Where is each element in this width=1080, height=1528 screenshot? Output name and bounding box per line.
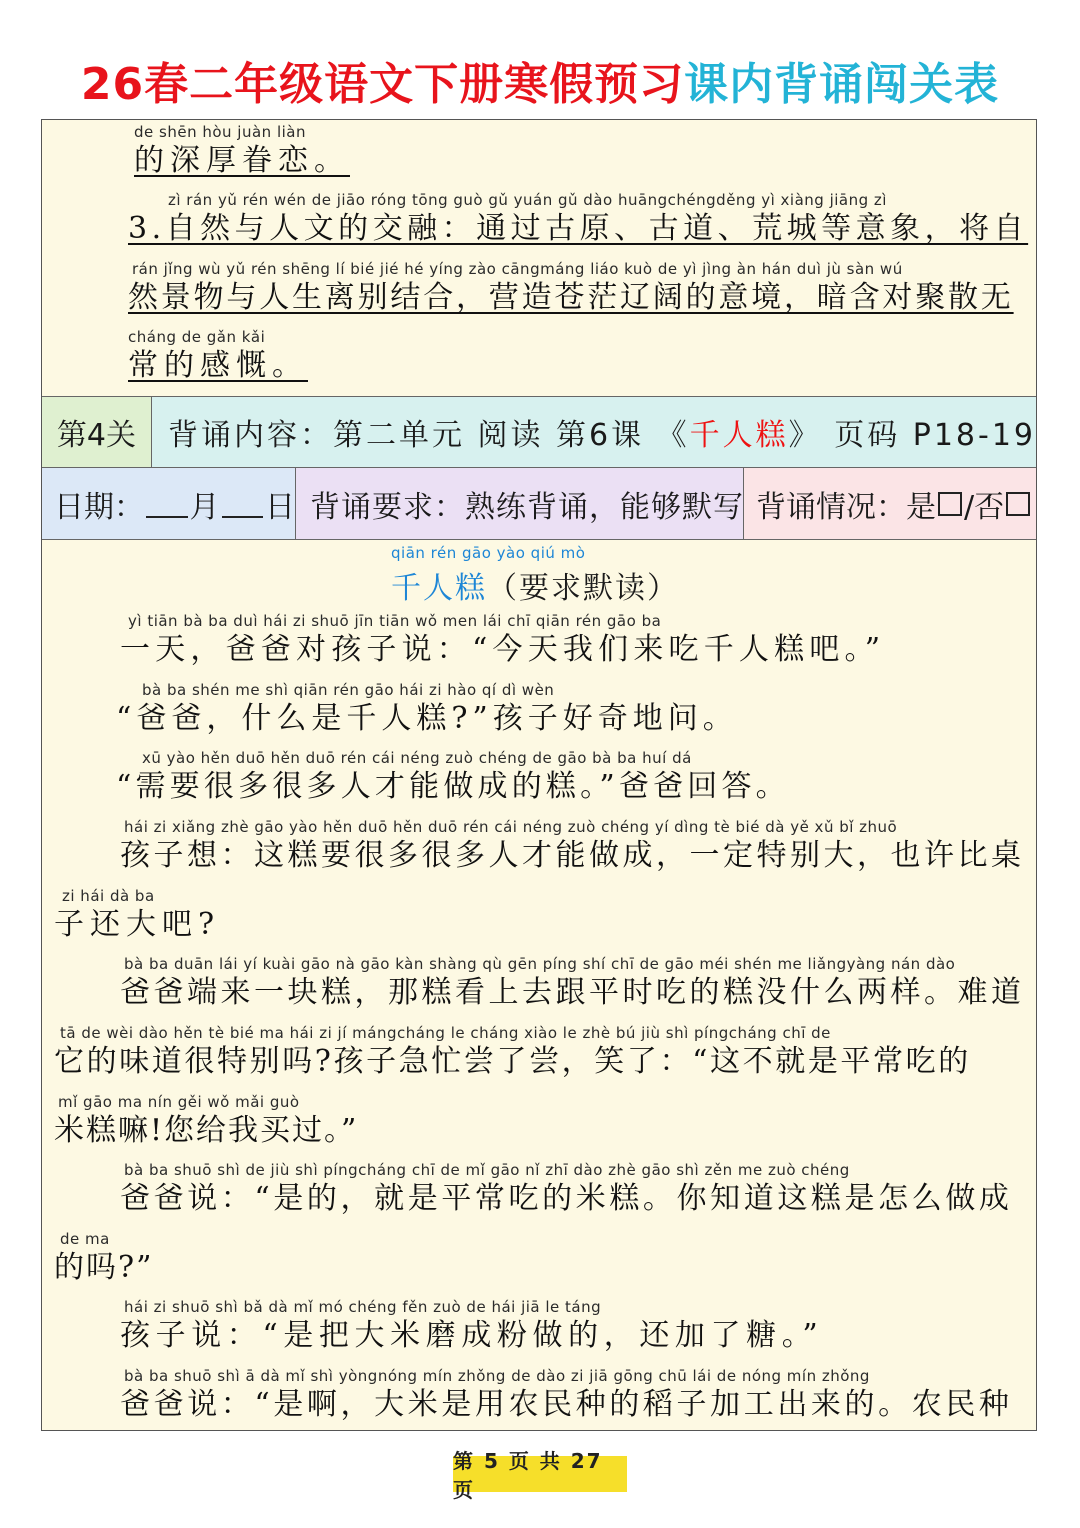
passage-line xyxy=(54,1092,358,1150)
day-blank[interactable] xyxy=(222,490,264,518)
pinyin-row: hái zi shuō shì bǎ dà mǐ mó chéng fěn zuò de hái jiā le táng xyxy=(124,1298,602,1316)
page-number: 第 5 页 共 27 页 xyxy=(453,1456,627,1492)
passage-line xyxy=(120,1297,823,1355)
day-label: 日 xyxy=(265,489,295,525)
hanzi-row: 孩子说：“是把大米磨成粉做的，还加了糖。” xyxy=(120,1318,824,1353)
pinyin-row: de shēn hòu juàn liàn xyxy=(134,123,306,141)
pinyin-row: yì tiān bà ba duì hái zi shuō jīn tiān wǒ men lái chī qiān rén gāo ba xyxy=(128,612,662,630)
pinyin-row: zi hái dà ba xyxy=(62,887,155,905)
hanzi-row: 子还大吧? xyxy=(54,907,221,942)
passage-line xyxy=(54,1229,153,1287)
pinyin-row: xū yào hěn duō hěn duō rén cái néng zuò chéng de gāo bà ba huí dá xyxy=(142,749,692,767)
title-pinyin: qiān rén gāo yào qiú mò xyxy=(391,544,586,562)
pinyin-row: cháng de gǎn kǎi xyxy=(128,328,266,346)
pinyin-row: de ma xyxy=(60,1230,110,1248)
hanzi-row: 爸爸说：“是啊，大米是用农民种的稻子加工出来的。农民种 xyxy=(120,1387,1013,1422)
hanzi-row: 然景物与人生离别结合，营造苍茫辽阔的意境，暗含对聚散无 xyxy=(128,280,1014,315)
pinyin-row: zì rán yǔ rén wén de jiāo róng tōng guò gǔ yuán gǔ dào huāngchéngděng yì xiàng jiāng zì xyxy=(168,191,887,209)
level-label: 第4关 xyxy=(42,397,152,467)
pinyin-row: rán jǐng wù yǔ rén shēng lí bié jié hé yíng zào cāngmáng liáo kuò de yì jìng àn hán duì jù sàn wú xyxy=(132,260,903,278)
status-cell xyxy=(744,468,1036,539)
pinyin-row: hái zi xiǎng zhè gāo yào hěn duō hěn duō rén cái néng zuò chéng yí dìng tè bié dà yě xǔ bǐ zhuō xyxy=(124,818,898,836)
requirement-cell: 背诵要求：熟练背诵，能够默写 xyxy=(296,468,744,539)
no-checkbox[interactable] xyxy=(1006,492,1030,516)
pinyin-row: bà ba shuō shì de jiù shì píngcháng chī de mǐ gāo nǐ zhī dào zhè gāo shì zěn me zuò chéng xyxy=(124,1161,850,1179)
month-blank[interactable] xyxy=(146,490,188,518)
title-part-preview: 寒假预习 xyxy=(504,59,685,110)
info-row xyxy=(42,468,1036,540)
passage-line xyxy=(120,817,1025,875)
page-title xyxy=(0,48,1080,112)
hanzi-row: “需要很多很多人才能做成的糕。”爸爸回答。 xyxy=(116,769,790,804)
pinyin-row: bà ba duān lái yí kuài gāo nà gāo kàn shàng qù gēn píng shí chī de gāo méi shén me liǎngyàng nán dào xyxy=(124,955,956,973)
yes-checkbox[interactable] xyxy=(938,492,962,516)
notes-line-4 xyxy=(128,327,308,385)
passage-area xyxy=(42,540,1036,1430)
hanzi-row: 爸爸说：“是的，就是平常吃的米糕。你知道这糕是怎么做成 xyxy=(120,1181,1013,1216)
passage-line xyxy=(116,680,738,738)
passage-line xyxy=(116,748,790,806)
month-label: 月 xyxy=(189,489,220,525)
notes-line-1 xyxy=(134,122,350,180)
hanzi-row: 一天，爸爸对孩子说：“今天我们来吃千人糕吧。” xyxy=(120,632,886,667)
hanzi-row: 常的感慨。 xyxy=(128,348,308,383)
pinyin-row: mǐ gāo ma nín gěi wǒ mǎi guò xyxy=(58,1093,300,1111)
hanzi-row: 它的味道很特别吗?孩子急忙尝了尝，笑了：“这不就是平常吃的 xyxy=(54,1044,971,1079)
hanzi-row: “爸爸，什么是千人糕?”孩子好奇地问。 xyxy=(116,701,738,736)
passage-line xyxy=(54,1023,971,1081)
title-part-grade: 26春二年级语文下册 xyxy=(80,59,505,110)
recite-content xyxy=(152,397,1036,467)
previous-lesson-notes xyxy=(42,120,1036,396)
passage-line xyxy=(54,886,220,944)
pinyin-row: tā de wèi dào hěn tè bié ma hái zi jí mángcháng le cháng xiào le zhè bú jiù shì píngcháng chī de xyxy=(60,1024,831,1042)
notes-line-3 xyxy=(128,259,1014,317)
date-cell xyxy=(42,468,296,539)
lesson-title: 千人糕 xyxy=(689,418,789,453)
pinyin-row: bà ba shén me shì qiān rén gāo hái zi hào qí dì wèn xyxy=(142,681,555,699)
passage-line xyxy=(120,1366,1013,1424)
recite-content-prefix: 背诵内容：第二单元 阅读 第6课 《 xyxy=(167,418,690,453)
passage-line xyxy=(120,611,885,669)
hanzi-row: 的深厚眷恋。 xyxy=(134,143,350,178)
date-label: 日期： xyxy=(54,489,144,525)
passage-line xyxy=(120,1160,1013,1218)
passage-title-text: 千人糕 xyxy=(391,571,487,606)
hanzi-row: 米糕嘛!您给我买过。” xyxy=(54,1113,359,1148)
level-row xyxy=(42,396,1036,468)
hanzi-row: 的吗?” xyxy=(54,1250,154,1285)
passage-title-note: （要求默读） xyxy=(487,571,679,606)
status-sep: /否 xyxy=(964,489,1005,525)
hanzi-row: 3.自然与人文的交融：通过古原、古道、荒城等意象，将自 xyxy=(128,211,1029,246)
hanzi-row: 爸爸端来一块糕，那糕看上去跟平时吃的糕没什么两样。难道 xyxy=(120,975,1025,1010)
passage-line xyxy=(120,954,1025,1012)
passage-title xyxy=(391,543,679,607)
hanzi-row: 孩子想：这糕要很多很多人才能做成，一定特别大，也许比桌 xyxy=(120,838,1025,873)
pinyin-row: bà ba shuō shì ā dà mǐ shì yòngnóng mín zhǒng de dào zi jiā gōng chū lái de nóng mín zhǒng xyxy=(124,1367,870,1385)
title-part-table: 课内背诵闯关表 xyxy=(684,59,1000,110)
notes-line-2 xyxy=(128,190,1028,248)
recitation-table xyxy=(41,119,1037,1431)
status-label: 背诵情况：是 xyxy=(756,489,936,525)
recite-content-suffix: 》 页码 P18-19 xyxy=(788,418,1036,453)
